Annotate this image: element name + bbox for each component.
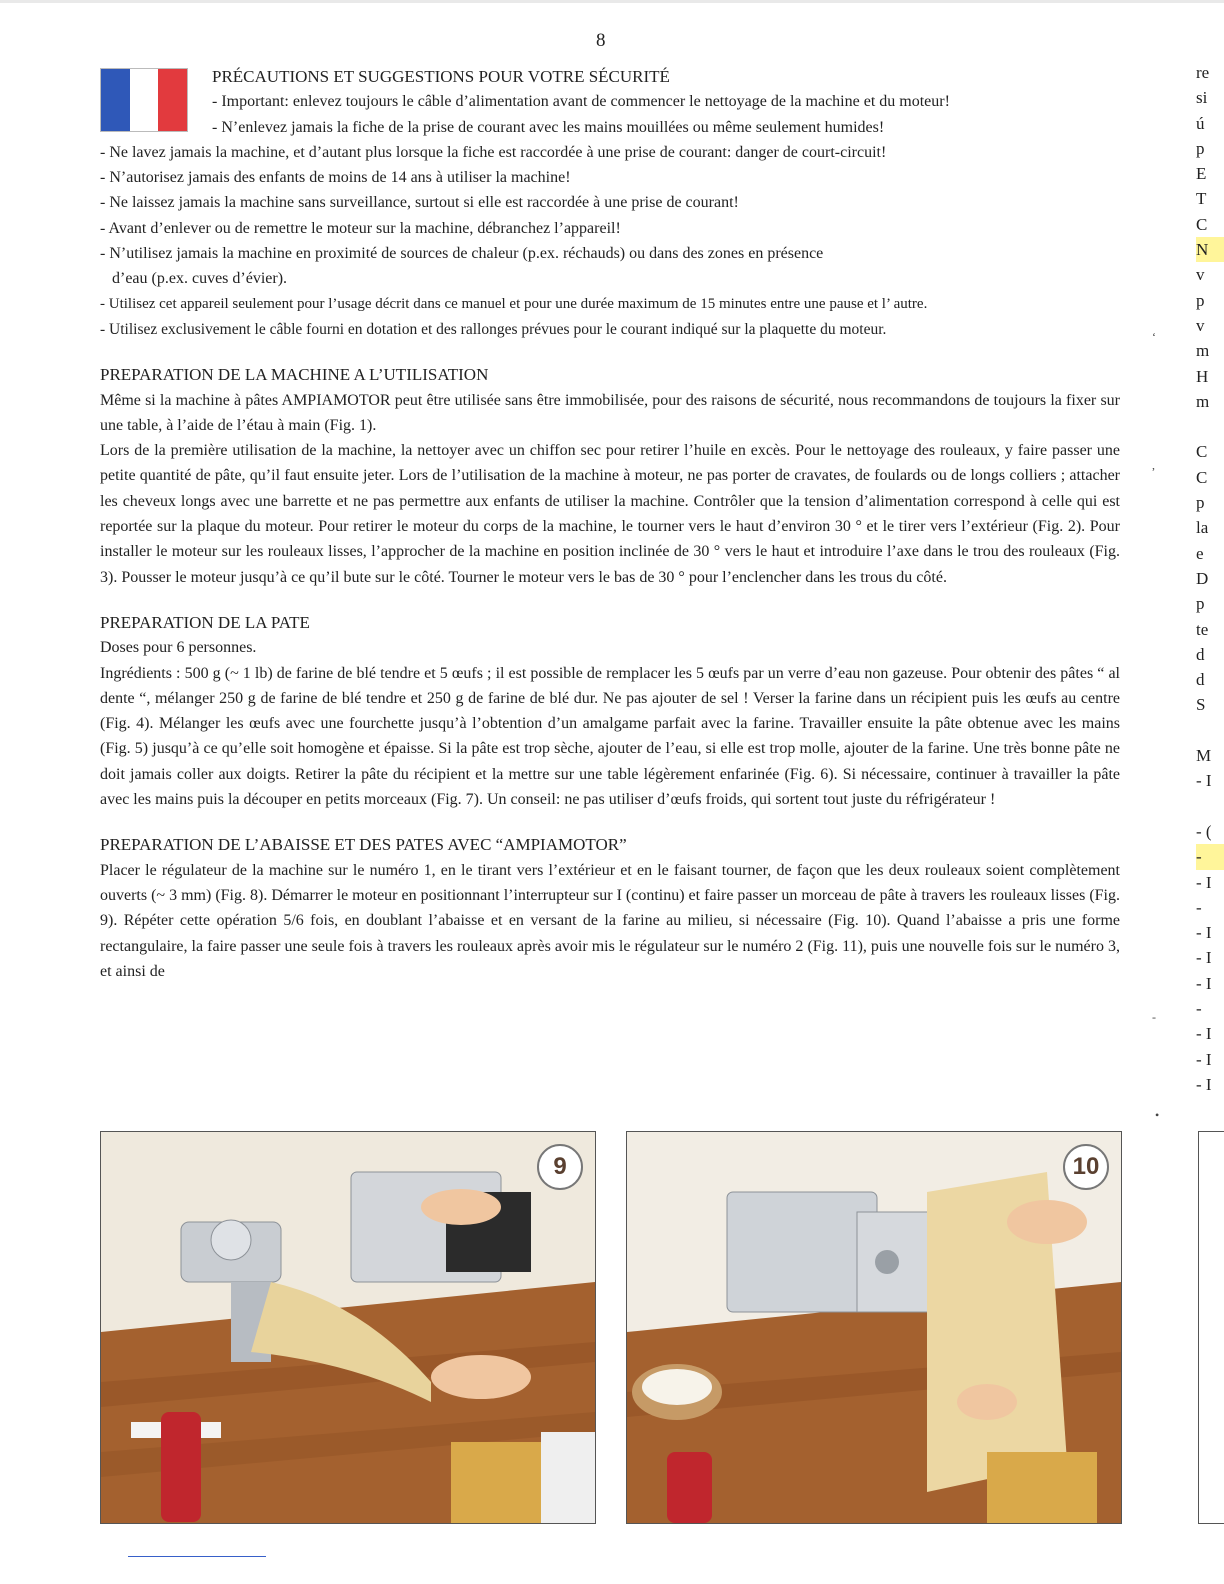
- pate-paragraph: Ingrédients : 500 g (~ 1 lb) de farine de blé tendre et 5 œufs ; il est possible de remplacer les 5 œufs par un verre d’eau non gazeuse. Pour obtenir des pâtes “ al dente “, mélanger 250 g de farine de blé tendre et 250 g de farine de blé dur. Ne pas ajouter de sel ! Verser la farine dans un récipient puis les œufs au centre (Fig. 4). Mélanger les œufs avec une fourchette jusqu’à l’obtention d’un amalgame parfait avec la farine. Travailler ensuite la pâte obtenue avec les mains (Fig. 5) jusqu’à ce qu’elle soit homogène et épaisse. Si la pâte est trop sèche, ajouter de l’eau, si elle est trop molle, ajouter de la farine. Une très bonne pâte ne doit jamais coller aux doigts. Retirer la pâte du récipient et la mettre sur une table légèrement enfarinée (Fig. 6). Si nécessaire, continuer à travailler la pâte avec les mains puis la découper en petits morceaux (Fig. 7). Un conseil: ne pas utiliser d’œufs froids, qui sortent tout juste du réfrigérateur !: [100, 664, 1120, 809]
- adjacent-fragment: p: [1196, 138, 1205, 158]
- pasta-machine-photo-9: [101, 1132, 595, 1523]
- figure-10-photo: [626, 1131, 1122, 1524]
- adjacent-figure-edge: [1198, 1131, 1224, 1524]
- main-text-column: [100, 64, 1120, 984]
- adjacent-fragment: - I: [1196, 771, 1212, 791]
- adjacent-fragment: C: [1196, 442, 1208, 462]
- scan-speck: ‘: [1152, 330, 1156, 344]
- precaution-line: - Utilisez cet appareil seulement pour l’usage décrit dans ce manuel et pour une durée maximum de 15 minutes entre une pause et l’ autre.: [100, 295, 928, 312]
- adjacent-fragment: la: [1196, 518, 1209, 538]
- adjacent-fragment: re: [1196, 63, 1210, 82]
- adjacent-fragment: E: [1196, 164, 1207, 184]
- adjacent-fragment: C: [1196, 214, 1208, 234]
- precaution-line: - Ne lavez jamais la machine, et d’autant plus lorsque la fiche est raccordée à une prise de courant: danger de court-circuit!: [100, 143, 887, 161]
- precaution-line: - N’autorisez jamais des enfants de moins de 14 ans à utiliser la machine!: [100, 169, 571, 187]
- adjacent-fragment: - I: [1196, 872, 1212, 892]
- pasta-machine-photo-10: [627, 1132, 1121, 1523]
- bottom-link-underline: [128, 1556, 266, 1557]
- scan-speck: •: [1155, 1108, 1160, 1122]
- adjacent-fragment: te: [1196, 619, 1209, 639]
- adjacent-fragment: v: [1196, 315, 1205, 335]
- precaution-line: - Avant d’enlever ou de remettre le moteur sur la machine, débranchez l’appareil!: [100, 219, 621, 237]
- machine-paragraph-1: Même si la machine à pâtes AMPIAMOTOR peut être utilisée sans être immobilisée, pour des raisons de sécurité, nous recommandons de toujours la fixer sur une table, à l’aide de l’étau à main (Fig. 1).: [100, 391, 1120, 434]
- adjacent-fragment: -: [1196, 998, 1202, 1018]
- section-title-abaisse: PREPARATION DE L’ABAISSE ET DES PATES AVEC “AMPIAMOTOR”: [100, 835, 627, 855]
- precautions-title: PRÉCAUTIONS ET SUGGESTIONS POUR VOTRE SÉCURITÉ: [212, 67, 670, 86]
- adjacent-page-strip: [1196, 60, 1224, 1097]
- adjacent-fragment-highlighted: N: [1196, 237, 1224, 262]
- adjacent-fragment: - I: [1196, 1074, 1212, 1094]
- scan-speck: ,: [1152, 458, 1155, 472]
- adjacent-fragment: - (: [1196, 821, 1212, 841]
- precaution-line: - N’utilisez jamais la machine en proximité de sources de chaleur (p.ex. réchauds) ou dans des zones en présence: [100, 245, 824, 263]
- adjacent-fragment: d: [1196, 670, 1205, 690]
- adjacent-fragment: si: [1196, 88, 1208, 108]
- adjacent-fragment: - I: [1196, 1049, 1212, 1069]
- adjacent-fragment: H: [1196, 366, 1209, 386]
- adjacent-fragment: - I: [1196, 1024, 1212, 1044]
- precaution-line: - Ne laissez jamais la machine sans surveillance, surtout si elle est raccordée à une prise de courant!: [100, 194, 739, 212]
- figure-number-badge: 10: [1063, 1144, 1109, 1190]
- adjacent-fragment: [1196, 794, 1224, 819]
- precaution-line: d’eau (p.ex. cuves d’évier).: [112, 270, 288, 288]
- machine-paragraph-2: Lors de la première utilisation de la machine, la nettoyer avec un chiffon sec pour retirer l’huile en excès. Pour le nettoyage des rouleaux, y faire passer une petite quantité de pâte, qu’il faut ensuite jeter. Lors de l’utilisation de la machine à moteur, ne pas porter de cravates, de foulards ou de longs colliers ; attacher les cheveux longs avec une barrette et ne pas permettre aux enfants de utiliser la machine. Contrôler que la tension d’alimentation correspond à celle qui est reportée sur la plaque du moteur. Pour retirer le moteur du corps de la machine, le tourner vers le haut d’environ 30 ° et le tirer vers l’extérieur (Fig. 2). Pour installer le moteur sur les rouleaux lisses, l’approcher de la machine en position inclinée de 30 ° vers le haut et introduire l’axe dans le trou des rouleaux (Fig. 3). Pousser le moteur jusqu’à ce qu’il bute sur le côté. Tourner le moteur vers le bas de 30 ° pour l’enclencher dans les trous du côté.: [100, 442, 1120, 586]
- scan-speck: -: [1152, 1010, 1156, 1024]
- figure-9-photo: [100, 1131, 596, 1524]
- adjacent-fragment: S: [1196, 695, 1206, 715]
- adjacent-fragment: m: [1196, 391, 1210, 411]
- adjacent-fragment: p: [1196, 290, 1205, 310]
- adjacent-fragment: - I: [1196, 973, 1212, 993]
- adjacent-fragment: d: [1196, 644, 1205, 664]
- adjacent-fragment-highlighted: -: [1196, 844, 1224, 869]
- adjacent-fragment: [1196, 414, 1224, 439]
- adjacent-fragment: M: [1196, 746, 1212, 766]
- adjacent-fragment: [1196, 718, 1224, 743]
- top-rule: [0, 0, 1224, 3]
- adjacent-fragment: - I: [1196, 923, 1212, 943]
- adjacent-fragment: v: [1196, 265, 1205, 285]
- adjacent-fragment: p: [1196, 493, 1205, 513]
- pate-doses: Doses pour 6 personnes.: [100, 639, 257, 657]
- adjacent-fragment: T: [1196, 189, 1207, 209]
- adjacent-fragment: -: [1196, 897, 1202, 917]
- section-title-pate: PREPARATION DE LA PATE: [100, 612, 310, 632]
- precaution-line: - Utilisez exclusivement le câble fourni en dotation et des rallonges prévues pour le courant indiqué sur la plaquette du moteur.: [100, 320, 887, 338]
- adjacent-fragment: - I: [1196, 948, 1212, 968]
- adjacent-fragment: D: [1196, 568, 1209, 588]
- abaisse-paragraph: Placer le régulateur de la machine sur le numéro 1, en le tirant vers l’extérieur et en le faisant tourner, de façon que les deux rouleaux soient complètement ouverts (~ 3 mm) (Fig. 8). Démarrer le moteur en positionnant l’interrupteur sur I (continu) et faire passer un morceau de pâte à travers les rouleaux lisses (Fig. 9). Répéter cette opération 5/6 fois, en doublant l’abaisse et en versant de la farine au milieu, si nécessaire (Fig. 10). Quand l’abaisse a pris une forme rectangulaire, la faire passer une seule fois à travers les rouleaux après avoir mis le régulateur sur le numéro 2 (Fig. 11), puis une nouvelle fois sur le numéro 3, et ainsi de: [100, 861, 1120, 980]
- adjacent-fragment: ú: [1196, 113, 1205, 133]
- precautions-list: [100, 140, 1120, 342]
- adjacent-fragment: m: [1196, 341, 1210, 361]
- page-number: 8: [596, 30, 606, 51]
- adjacent-fragment: p: [1196, 594, 1205, 614]
- adjacent-fragment: e: [1196, 543, 1204, 563]
- precautions-header: [100, 64, 1120, 140]
- precaution-line: - Important: enlevez toujours le câble d’alimentation avant de commencer le nettoyage de la machine et du moteur!: [212, 93, 950, 111]
- section-title-machine: PREPARATION DE LA MACHINE A L’UTILISATION: [100, 365, 489, 385]
- precaution-line: - N’enlevez jamais la fiche de la prise de courant avec les mains mouillées ou même seulement humides!: [212, 118, 885, 136]
- figure-number-badge: 9: [537, 1144, 583, 1190]
- adjacent-fragment: C: [1196, 467, 1208, 487]
